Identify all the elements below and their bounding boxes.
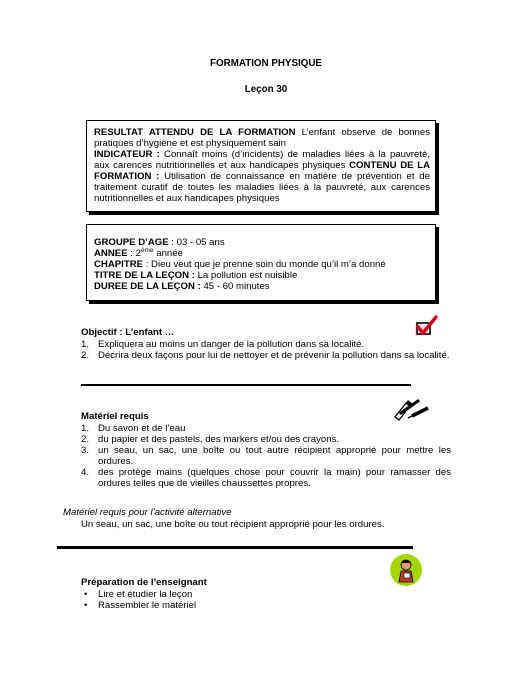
titre-line (94, 270, 430, 281)
duree-value: 45 - 60 minutes (200, 281, 270, 292)
chapitre-label: CHAPITRE (94, 259, 144, 270)
section-divider (81, 384, 411, 386)
titre-label: TITRE DE LA LEÇON : (94, 270, 195, 281)
preparation-heading: Préparation de l’enseignant (81, 577, 207, 588)
pencils-icon (392, 395, 432, 424)
groupe-value: : 03 - 05 ans (168, 237, 225, 248)
list-item: 2. du papier et des pastels, des markers et/ou des crayons. (81, 434, 340, 445)
duree-line (94, 281, 430, 292)
chapitre-line (94, 259, 430, 270)
objectif-list (81, 339, 451, 361)
chapitre-value: : Dieu veut que je prenne soin du monde qu’il m’a donné (143, 259, 386, 270)
preparation-list (81, 589, 381, 611)
contenu-text: Utilisation de connaissance en matière de prévention et de traitement curatif de toutes les maladies liées à la pauvreté, aux carences nutritionnelles et aux handicapes physiques (94, 171, 430, 204)
teacher-clipart-icon (388, 552, 424, 591)
list-item: 1. Expliquera au moins un danger de la pollution dans sa localité. (81, 339, 365, 350)
list-item: 2. Décrira deux façons pour lui de nettoyer et de prévenir la pollution dans sa localité. (81, 350, 450, 361)
indicateur-label: INDICATEUR : (94, 149, 160, 160)
alternative-text: Un seau, un sac, une boîte ou tout récipient approprié pour les ordures. (81, 519, 385, 530)
checkbox-check-icon (396, 315, 442, 342)
alternative-heading: Matériel requis pour l’activité alternative (63, 507, 232, 518)
indicateur-text: Connaît moins (d’incidents) de maladies liées à la pauvreté, aux carences nutritionnelles et aux handicapes physiques (94, 149, 430, 171)
materiel-heading: Matériel requis (81, 411, 149, 422)
lesson-number: Leçon 30 (244, 84, 288, 95)
contenu-label: CONTENU DE LA FORMATION : (94, 160, 430, 182)
list-item: • Lire et étudier la leçon (84, 589, 193, 600)
annee-value-end: année (153, 248, 183, 259)
objectif-heading: Objectif : L’enfant … (81, 327, 175, 338)
lesson-info-box (86, 224, 436, 301)
annee-value: : 2 (127, 248, 141, 259)
list-item: • Rassembler le matériel (84, 600, 197, 611)
annee-label: ANNEE (94, 248, 128, 259)
list-item: 4. des protège mains (quelques chose pour couvrir la main) pour ramasser des ordures telles que de vieilles chaussettes propres. (81, 467, 451, 489)
resultat-text: L’enfant observe de bonnes pratiques d’hygiène et est physiquement sain (94, 127, 430, 149)
annee-sup: ème (140, 246, 154, 254)
materiel-list (81, 423, 451, 489)
groupe-label: GROUPE D’AGE (94, 237, 169, 248)
outcome-box (86, 120, 436, 212)
document-title: FORMATION PHYSIQUE (210, 58, 322, 69)
list-item: 1. Du savon et de l’eau (81, 423, 186, 434)
resultat-label: RESULTAT ATTENDU DE LA FORMATION (94, 127, 296, 138)
duree-label: DUREE DE LA LEÇON : (94, 281, 201, 292)
bullet-icon: • (84, 600, 88, 611)
bullet-icon: • (84, 589, 88, 600)
list-item: 3. un seau, un sac, une boîte ou tout autre récipient approprié pour mettre les ordures. (81, 445, 451, 467)
section-divider (57, 546, 413, 549)
annee-line (94, 248, 430, 259)
outcome-paragraph (94, 127, 430, 204)
titre-value: La pollution est nuisible (194, 270, 298, 281)
